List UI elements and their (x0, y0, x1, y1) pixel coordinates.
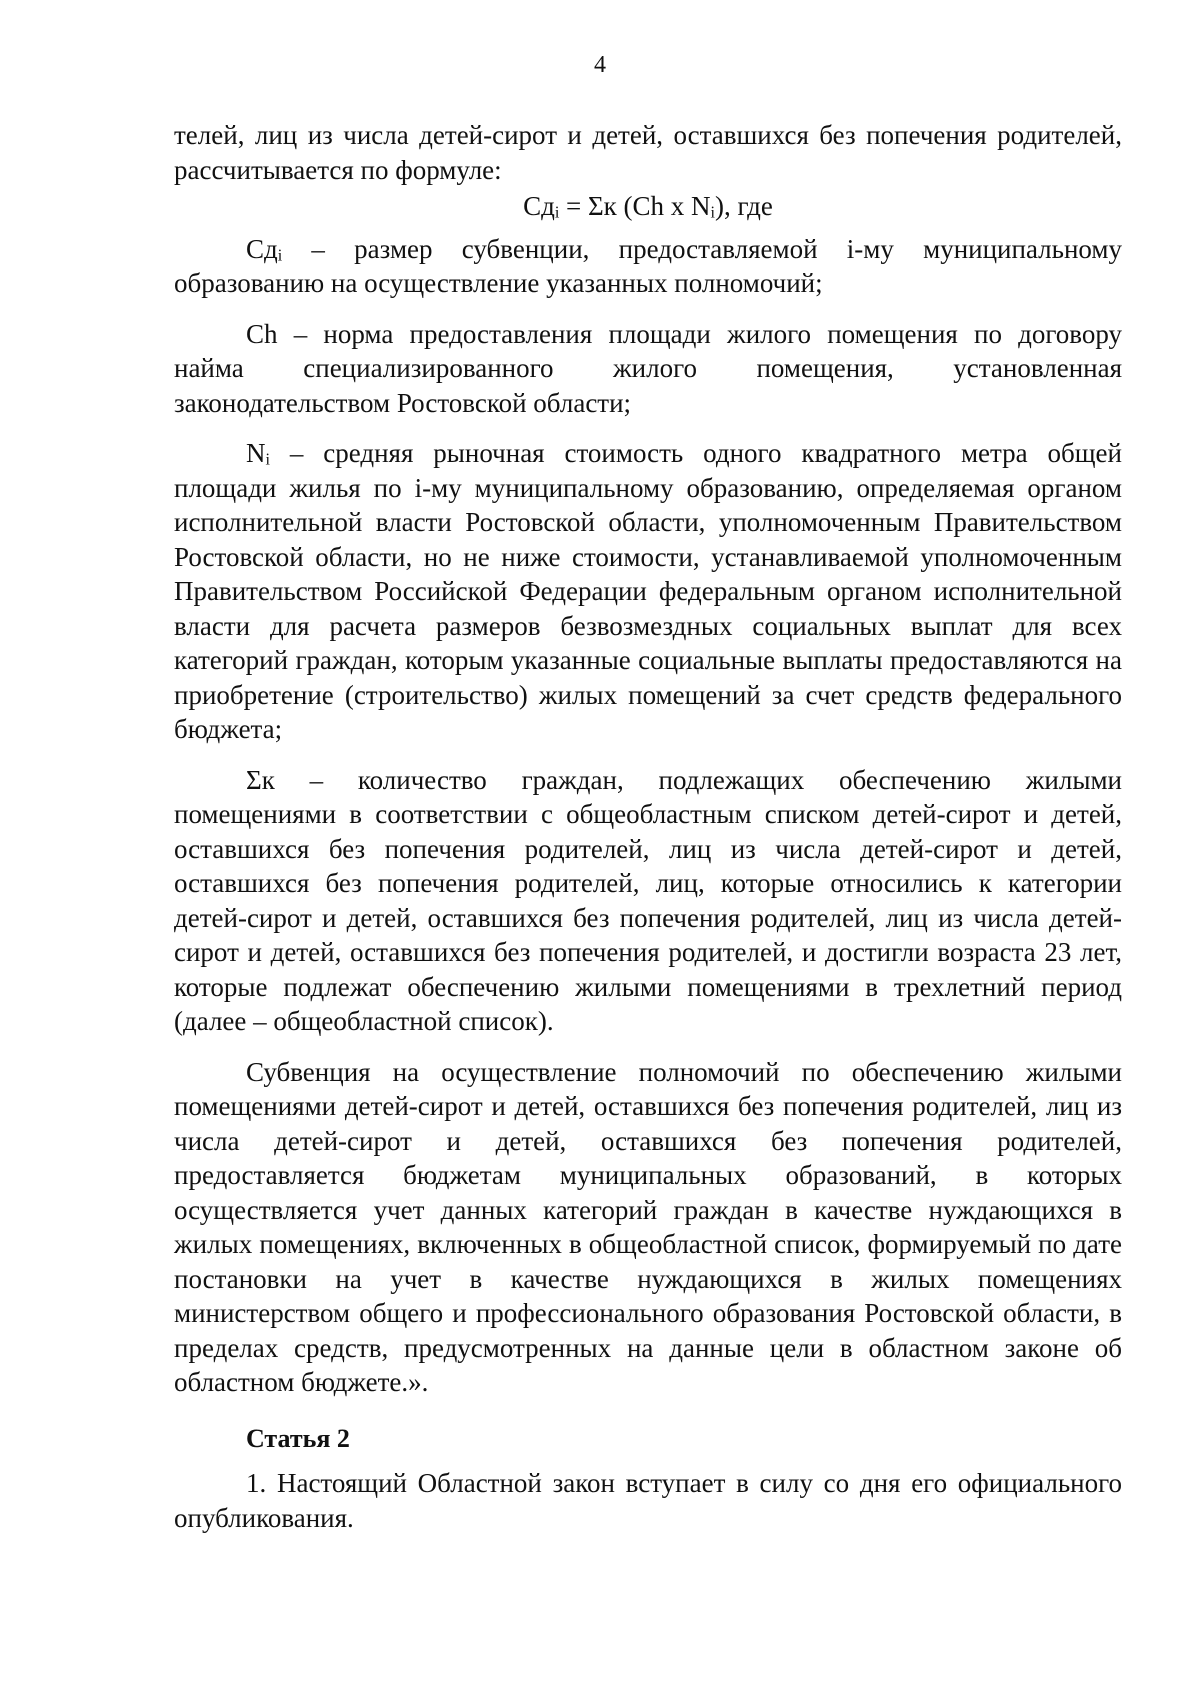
article-clause-1: 1. Настоящий Областной закон вступает в силу со дня его официального опубликования. (174, 1468, 1122, 1533)
subvention-paragraph: Субвенция на осуществление полномочий по обеспечению жилыми помещениями детей-сирот и детей, оставшихся без попечения родителей, лиц из числа детей-сирот и детей, оставшихся без попечения родителей, предоставляется бюджетам муниципальных образований, в которых осуществляется учет данных категорий граждан в качестве нуждающихся в жилых помещениях, включенных в общеобластной список, формируемый по дате постановки на учет в качестве нуждающихся в жилых помещениях министерством общего и профессионального образования Ростовской области, в пределах средств, предусмотренных на данные цели в областном законе об областном бюджете.». (174, 1056, 1122, 1397)
intro-paragraph: телей, лиц из числа детей-сирот и детей, оставшихся без попечения родителей, рассчитывается по формуле: (174, 120, 1122, 185)
article-heading: Статья 2 (246, 1423, 350, 1453)
document-body (174, 118, 1122, 1535)
definition-sk: Σк – количество граждан, подлежащих обеспечению жилыми помещениями в соответствии с общеобластным списком детей-сирот и детей, оставшихся без попечения родителей, лиц из числа детей-сирот и детей, оставшихся без попечения родителей, лиц, которые относились к категории детей-сирот и детей, оставшихся без попечения родителей, лиц из числа детей-сирот и детей, оставшихся без попечения родителей, и достигли возраста 23 лет, которые подлежат обеспечению жилыми помещениями в трехлетний период (далее – общеобластной список). (174, 764, 1122, 1036)
subvention-formula: Сдᵢ = Σк (Ch x Nᵢ), где (523, 191, 773, 221)
definition-ni: Nᵢ – средняя рыночная стоимость одного квадратного метра общей площади жилья по i-му муниципальному образованию, определяемая органом исполнительной власти Ростовской области, уполномоченным Правительством Ростовской области, но не ниже стоимости, устанавливаемой уполномоченным Правительством Российской Федерации федеральным органом исполнительной власти для расчета размеров безвозмездных социальных выплат для всех категорий граждан, которым указанные социальные выплаты предоставляются на приобретение (строительство) жилых помещений за счет средств федерального бюджета; (174, 438, 1122, 744)
page-number: 4 (594, 52, 606, 78)
definition-cd: Сдᵢ – размер субвенции, предоставляемой i-му муниципальному образованию на осуществление указанных полномочий; (174, 233, 1122, 298)
definition-ch: Ch – норма предоставления площади жилого помещения по договору найма специализированного жилого помещения, установленная законодательством Ростовской области; (174, 318, 1122, 418)
